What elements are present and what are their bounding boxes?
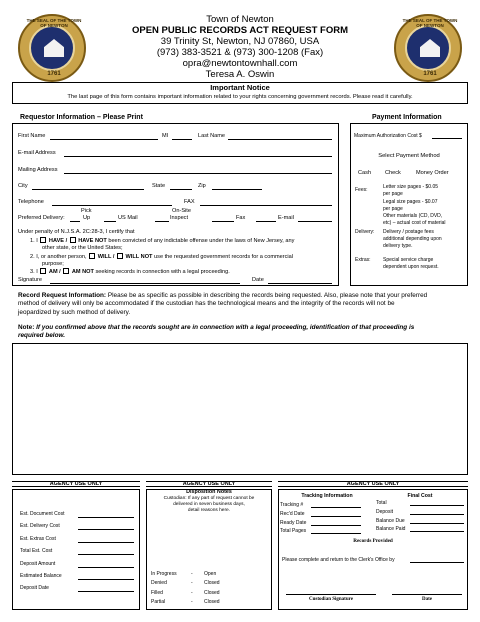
usmail-label: US Mail [118,215,138,221]
am-not-checkbox[interactable] [63,268,69,274]
telephone-label: Telephone [18,199,44,205]
disposition-status-value: Open [204,571,217,577]
agency-cost-label: Est. Document Cost [20,511,65,517]
certify-3-rest: seeking records in connection with a legal proceeding. [95,269,230,275]
money-order-option[interactable]: Money Order [416,170,449,176]
header-email: opra@newtontownhall.com [182,58,298,69]
note-text-2: required below. [18,332,65,340]
final-cost-label: Balance Paid [376,526,406,533]
first-name-field[interactable] [50,139,158,140]
final-cost-field[interactable] [410,523,464,524]
agency-cost-field[interactable] [78,529,134,530]
disposition-status-value: Closed [204,580,220,587]
agency-bar-middle: AGENCY USE ONLY [146,481,272,487]
have-checkbox[interactable] [40,237,46,243]
signature-field[interactable] [50,283,240,284]
agency-cost-field[interactable] [78,579,134,580]
agency-cost-label: Deposit Amount [20,560,56,567]
tracking-title: Tracking Information [301,493,353,499]
agency-cost-field[interactable] [78,554,134,555]
custodian-date-field[interactable] [392,594,462,595]
cash-option[interactable]: Cash [358,170,372,176]
final-cost-label: Total [376,500,387,506]
final-cost-title: Final Cost [407,493,433,499]
agency-cost-label: Deposit Date [20,585,49,592]
records-description-area[interactable] [12,343,468,475]
disposition-status-dash: - [191,599,193,606]
onsite-checkline[interactable] [155,221,169,222]
disposition-status-label: Filled [151,589,163,596]
have-not-label: HAVE NOT [78,238,107,244]
tracking-box [278,489,468,610]
max-auth-field[interactable] [432,138,462,139]
agency-bar-left: AGENCY USE ONLY [12,481,140,487]
agency-cost-field[interactable] [78,567,134,568]
tracking-label: Total Pages [280,528,307,535]
fees-label: Fees: [355,187,368,193]
disposition-status-label: In Progress [151,571,177,577]
agency-cost-field[interactable] [78,517,134,518]
final-cost-label: Deposit [376,508,393,515]
last-name-field[interactable] [228,139,332,140]
agency-cost-label: Estimated Balance [20,573,62,579]
return-note: Please complete and return to the Clerk's Office by [282,557,395,563]
have-label: HAVE / [48,238,68,244]
final-cost-field[interactable] [410,505,464,506]
agency-cost-field[interactable] [78,542,134,543]
am-label: AM / [48,269,61,275]
custodian-signature-label: Custodian Signature [309,597,353,602]
town-seal-left [18,14,86,82]
return-date-field[interactable] [410,562,464,563]
certify-2-rest: use the requested government records for a commercial [154,254,294,260]
notice-text: The last page of this form contains important information related to your rights concerning government records. Please read it carefully. [67,94,413,100]
check-option[interactable]: Check [385,170,401,176]
disposition-status-dash: - [191,589,193,596]
tracking-field[interactable] [311,507,361,508]
requestor-heading: Requestor Information – Please Print [20,114,143,121]
record-request-text-2: method of delivery will only be accommodated if the custodian has the technological means and the integrity of the records will not be [18,300,395,308]
email-option-label: E-mail [278,215,294,221]
record-request-text-3: jeopardized by such method of delivery. [18,308,131,316]
tracking-field[interactable] [311,525,361,526]
pickup-checkline[interactable] [70,221,80,222]
custodian-date-label: Date [422,597,432,602]
zip-label: Zip [198,183,206,189]
disposition-status-label: Partial [151,599,166,606]
note-label: Note: [18,324,35,331]
inspect-label: Inspect [170,215,189,221]
certify-1-prefix: 1. I [30,238,38,244]
header-clerk: Teresa A. Oswin [205,69,275,80]
disposition-text-3: detail reasons here. [187,508,231,513]
note-text-1: If you confirmed above that the records sought are in connection with a legal proceeding, identification of that proceeding is [36,324,415,331]
last-name-label: Last Name [198,133,226,139]
agency-bar-right: AGENCY USE ONLY [278,481,468,487]
will-not-label: WILL NOT [125,254,153,260]
disposition-title: Disposition Notes [186,489,232,495]
date-field[interactable] [268,283,332,284]
delivery-1: Delivery / postage fees [383,229,434,235]
extras-1: Special service charge [383,257,434,263]
preferred-delivery-label: Preferred Delivery: [18,215,65,221]
pickup-label: Up [83,215,91,221]
disposition-status-label: Denied [151,580,167,587]
fees-3: Other materials (CD, DVD, [383,213,443,219]
disposition-text-2: delivered in seven business days, [173,502,245,507]
disposition-status-value: Closed [204,589,220,596]
header-address: 39 Trinity St, Newton, NJ 07860, USA [160,36,320,47]
state-label: State [152,183,166,189]
mi-label: MI [162,133,169,139]
disposition-status-dash: - [191,571,193,577]
fax-option-label: Fax [236,215,246,221]
certify-text: Under penalty of N.J.S.A. 2C:28-3, I certify that [18,229,135,235]
fax-field[interactable] [200,205,332,206]
fax-label: FAX [184,199,195,205]
agency-cost-label: Total Est. Cost [20,548,53,555]
record-request-label: Record Request Information: [18,292,107,299]
header-town: Town of Newton [206,14,274,25]
records-provided-label: Records Provided [353,538,393,544]
email-option-field[interactable] [298,221,332,222]
telephone-field[interactable] [52,205,172,206]
onsite-label: On-Site [172,208,191,214]
tracking-field[interactable] [311,533,361,534]
certify-1-rest: been convicted of any indictable offense under the laws of New Jersey, any [108,238,295,244]
fees-2: Legal size pages - $0.07 [383,199,438,205]
fees-1b: per page [383,191,403,197]
fax-checkline[interactable] [212,221,234,222]
seal-year: 1761 [423,71,437,77]
am-checkbox[interactable] [40,268,46,274]
signature-label: Signature [18,277,42,283]
certify-1-cont: other state, or the United States; [42,245,123,251]
tracking-label: Rec'd Date [280,510,305,517]
seal-ring-text: THE SEAL OF THE TOWN OF NEWTON [26,18,82,28]
certify-2-prefix: 2. I, or another person, [30,254,87,260]
note-text [18,324,464,341]
email-checkline[interactable] [256,221,276,222]
email-label: E-mail Address [18,150,56,156]
tracking-label: Ready Date [280,519,307,526]
have-not-checkbox[interactable] [70,237,76,243]
town-seal-right [394,14,462,82]
city-field[interactable] [32,189,144,190]
notice-title: Important Notice [210,83,270,92]
mailing-label: Mailing Address [18,167,58,173]
seal-ring-text: THE SEAL OF THE TOWN OF NEWTON [402,18,458,28]
tracking-field[interactable] [311,516,361,517]
agency-cost-field[interactable] [78,591,134,592]
disposition-status-dash: - [191,580,193,587]
am-not-label: AM NOT [71,269,94,275]
disposition-text-1: Custodian: If any part of request cannot be [163,496,255,501]
agency-cost-label: Est. Extras Cost [20,535,56,542]
record-request-text [18,292,464,317]
house-icon [44,39,64,57]
first-name-label: First Name [18,133,46,139]
house-icon [420,39,440,57]
payment-heading: Payment Information [372,114,442,121]
final-cost-label: Balance Due [376,517,405,524]
zip-field[interactable] [212,189,262,190]
extras-2: dependent upon request. [383,264,439,270]
custodian-signature-field[interactable] [286,594,376,595]
header-phones: (973) 383-3521 & (973) 300-1208 (Fax) [156,47,324,58]
form-title: OPEN PUBLIC RECORDS ACT REQUEST FORM [131,25,349,36]
agency-cost-label: Est. Delivery Cost [20,523,60,530]
certify-line-1 [30,237,294,244]
usmail-checkline[interactable] [104,221,116,222]
will-label: WILL / [97,254,115,260]
will-checkbox[interactable] [89,253,95,259]
fees-2b: per page [383,206,403,212]
final-cost-field[interactable] [410,514,464,515]
certify-3-prefix: 3. I [30,269,38,275]
select-payment-label: Select Payment Method [378,153,440,159]
tracking-label: Tracking # [280,502,304,508]
fees-3b: etc) – actual cost of material [383,220,446,226]
extras-label: Extras: [355,257,371,263]
certify-2-cont: purpose; [42,261,64,267]
certify-line-3 [30,268,230,275]
disposition-status-value: Closed [204,599,220,606]
certify-line-2 [30,253,293,260]
delivery-label: Delivery: [355,229,375,235]
date-label: Date [252,277,264,283]
city-label: City [18,183,28,189]
seal-year: 1761 [47,71,61,77]
will-not-checkbox[interactable] [117,253,123,259]
delivery-2: additional depending upon [383,236,442,242]
mi-field[interactable] [172,139,192,140]
pick-label: Pick [81,208,92,214]
max-auth-label: Maximum Authorization Cost $ [354,133,422,139]
state-field[interactable] [170,189,192,190]
delivery-3: delivery type. [383,243,413,249]
final-cost-field[interactable] [410,531,464,532]
mailing-field[interactable] [64,173,332,174]
record-request-text-1: Please be as specific as possible in describing the records being requested. Also, please note that your preferred [107,292,428,299]
fees-1: Letter size pages - $0.05 [383,184,439,190]
email-field[interactable] [64,156,332,157]
